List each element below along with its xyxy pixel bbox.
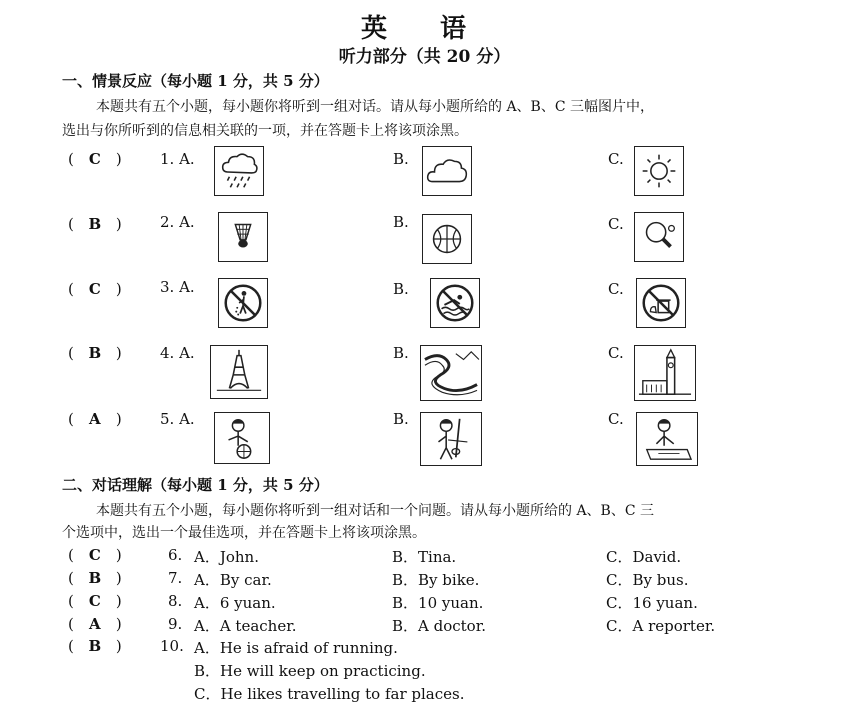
girl-playing-basketball-icon[interactable] <box>214 412 270 464</box>
option-c-label-3: C. <box>608 280 624 298</box>
answer-slot-5: ( A ) <box>68 410 122 428</box>
option-c-7[interactable]: C．By bus. <box>606 571 689 589</box>
answer-slot-9: ( A ) <box>68 615 122 633</box>
answer-slot-6: ( C ) <box>68 546 122 564</box>
option-b-label-1: B. <box>393 150 409 168</box>
question-number-3: 3. A. <box>160 278 195 296</box>
question-number-4: 4. A. <box>160 344 195 362</box>
sun-icon[interactable] <box>634 146 684 196</box>
answer-slot-4: ( B ) <box>68 344 122 362</box>
option-b-label-5: B. <box>393 410 409 428</box>
option-b-label-4: B. <box>393 344 409 362</box>
option-c-8[interactable]: C．16 yuan. <box>606 594 698 612</box>
section1-heading: 一、情景反应（每小题 1 分，共 5 分） <box>62 72 329 90</box>
option-c-label-2: C. <box>608 215 624 233</box>
no-littering-icon[interactable] <box>218 278 268 328</box>
question-number-10: 10. <box>160 637 184 655</box>
option-c-label-4: C. <box>608 344 624 362</box>
girl-drawing-icon[interactable] <box>636 412 698 466</box>
option-b-7[interactable]: B．By bike. <box>392 571 480 589</box>
option-a-6[interactable]: A．John. <box>194 548 259 566</box>
badminton-shuttlecock-icon[interactable] <box>218 212 268 262</box>
answer-letter-10: B <box>88 637 102 655</box>
cloud-icon[interactable] <box>422 146 472 196</box>
option-c-label-1: C. <box>608 150 624 168</box>
answer-slot-3: ( C ) <box>68 280 122 298</box>
option-c-6[interactable]: C．David. <box>606 548 682 566</box>
answer-slot-10: ( B ) <box>68 637 122 655</box>
rain-cloud-icon[interactable] <box>214 146 264 196</box>
option-b-6[interactable]: B．Tina. <box>392 548 457 566</box>
option-b-label-3: B. <box>393 280 409 298</box>
option-a-9[interactable]: A．A teacher. <box>194 617 297 635</box>
section2-heading: 二、对话理解（每小题 1 分，共 5 分） <box>62 476 329 494</box>
option-b-9[interactable]: B．A doctor. <box>392 617 487 635</box>
answer-letter-1: C <box>88 150 101 168</box>
section1-instructions-line2: 选出与你所听到的信息相关联的一项，并在答题卡上将该项涂黑。 <box>62 123 468 139</box>
option-a-8[interactable]: A．6 yuan. <box>194 594 276 612</box>
option-a-7[interactable]: A．By car. <box>194 571 272 589</box>
answer-slot-8: ( C ) <box>68 592 122 610</box>
answer-letter-8: C <box>88 592 101 610</box>
question-number-7: 7. <box>168 569 183 587</box>
question-number-2: 2. A. <box>160 213 195 231</box>
question-number-1: 1. A. <box>160 150 195 168</box>
eiffel-tower-icon[interactable] <box>210 345 268 399</box>
great-wall-icon[interactable] <box>420 345 482 401</box>
answer-slot-2: ( B ) <box>68 215 122 233</box>
answer-slot-7: ( B ) <box>68 569 122 587</box>
section2-instructions-line1: 本题共有五个小题，每小题你将听到一组对话和一个问题。请从每小题所给的 A、B、C 三 <box>96 503 655 519</box>
question-number-5: 5. A. <box>160 410 195 428</box>
question-number-6: 6. <box>168 546 183 564</box>
basketball-icon[interactable] <box>422 214 472 264</box>
answer-letter-9: A <box>89 615 101 633</box>
option-c-9[interactable]: C．A reporter. <box>606 617 716 635</box>
option-a-10[interactable]: A．He is afraid of running. <box>194 639 398 657</box>
answer-letter-5: A <box>89 410 101 428</box>
question-number-9: 9. <box>168 615 183 633</box>
option-b-label-2: B. <box>393 213 409 231</box>
option-c-10[interactable]: C．He likes travelling to far places. <box>194 685 465 703</box>
answer-letter-2: B <box>88 215 102 233</box>
answer-slot-1: ( C ) <box>68 150 122 168</box>
no-swimming-icon[interactable] <box>430 278 480 328</box>
ping-pong-paddle-icon[interactable] <box>634 212 684 262</box>
option-b-10[interactable]: B．He will keep on practicing. <box>194 662 426 680</box>
answer-letter-6: C <box>88 546 101 564</box>
answer-letter-4: B <box>88 344 102 362</box>
page-title: 英 语 <box>360 14 489 44</box>
no-garbage-icon[interactable] <box>636 278 686 328</box>
girl-playing-erhu-icon[interactable] <box>420 412 482 466</box>
big-ben-icon[interactable] <box>634 345 696 401</box>
answer-letter-7: B <box>88 569 102 587</box>
answer-letter-3: C <box>88 280 101 298</box>
option-b-8[interactable]: B．10 yuan. <box>392 594 484 612</box>
section1-instructions-line1: 本题共有五个小题，每小题你将听到一组对话。请从每小题所给的 A、B、C 三幅图片中， <box>96 99 655 115</box>
option-c-label-5: C. <box>608 410 624 428</box>
section2-instructions-line2: 个选项中，选出一个最佳选项，并在答题卡上将该项涂黑。 <box>62 525 426 541</box>
page-subtitle: 听力部分（共 20 分） <box>338 47 511 67</box>
question-number-8: 8. <box>168 592 183 610</box>
